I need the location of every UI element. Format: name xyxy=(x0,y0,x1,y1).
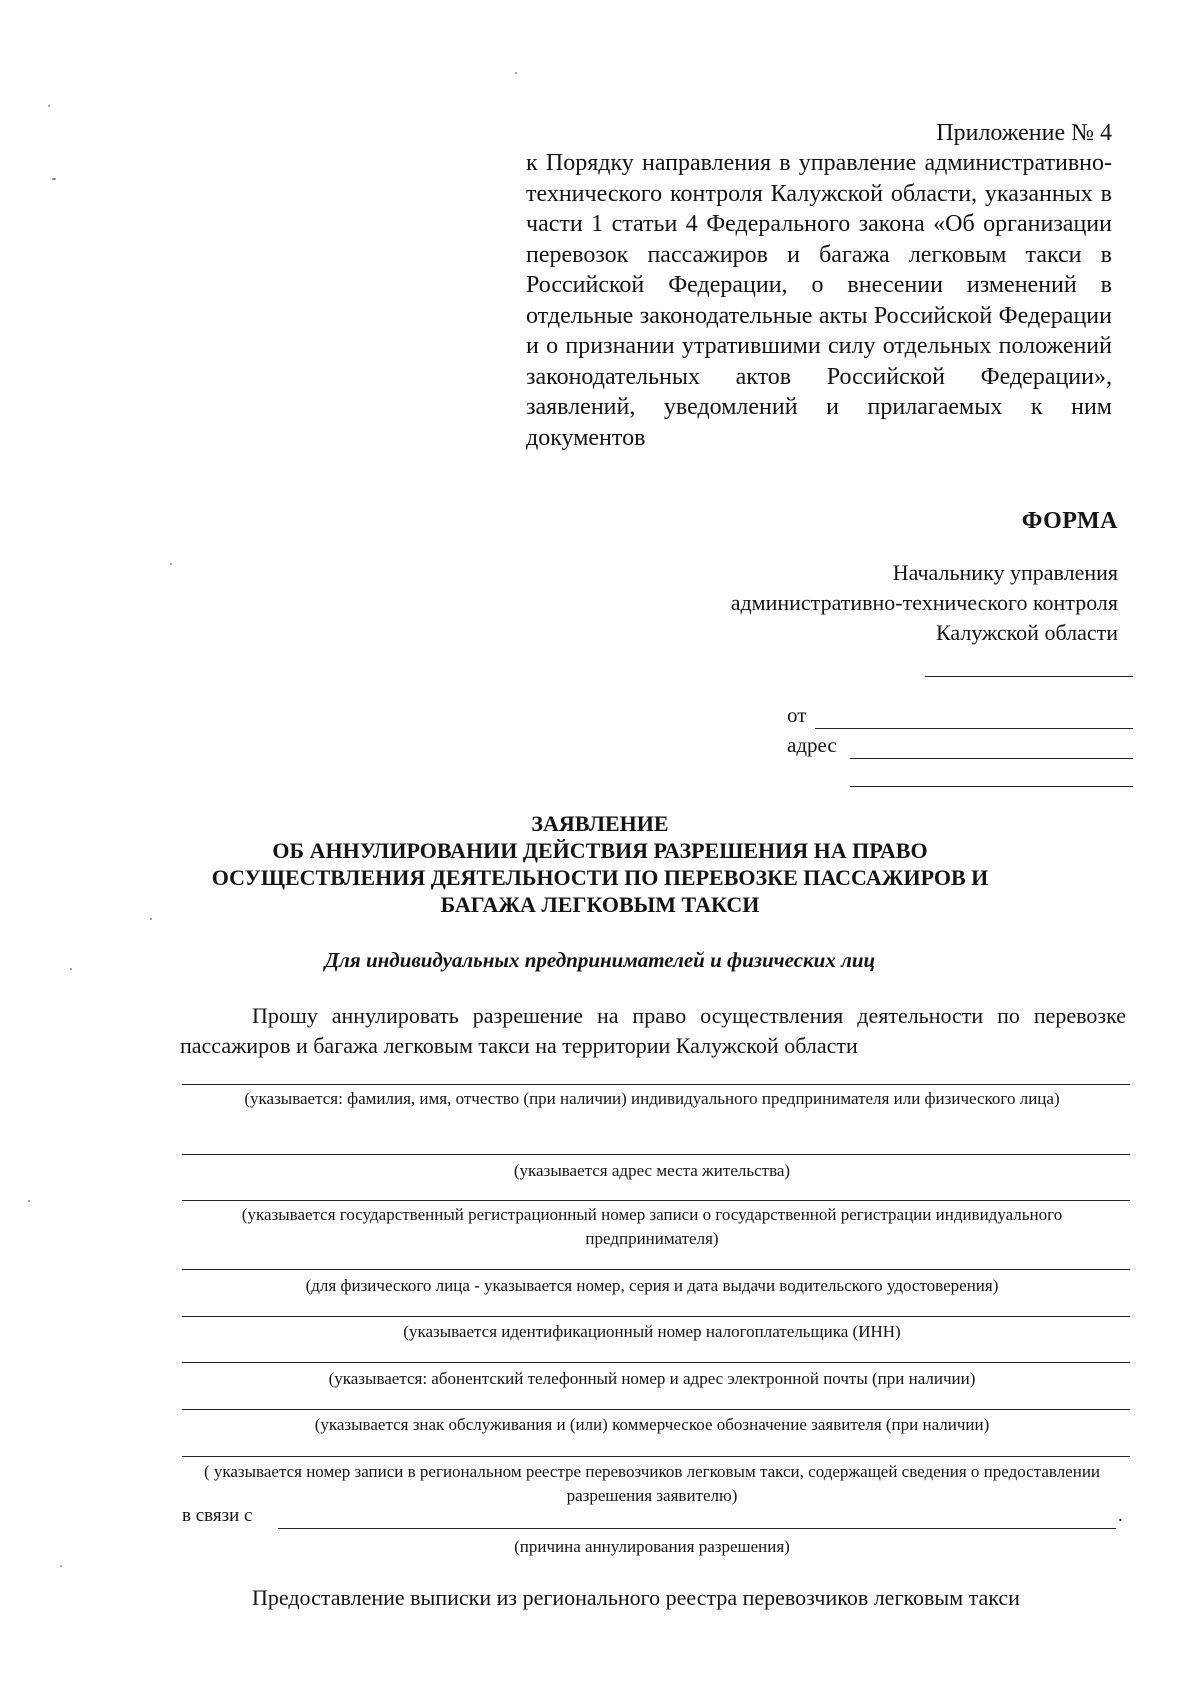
contacts-caption: (указывается: абонентский телефонный номер и адрес электронной почты (при наличии) xyxy=(328,1369,976,1388)
registry-record-field[interactable] xyxy=(182,1456,1130,1457)
applicant-name-caption: (указывается: фамилия, имя, отчество (при наличии) индивидуального предпринимателя или физического лица) xyxy=(244,1089,1060,1108)
addressee-block xyxy=(731,558,1118,648)
scan-speck xyxy=(60,1565,62,1567)
title-line: ЗАЯВЛЕНИЕ xyxy=(531,811,669,836)
residence-address-caption: (указывается адрес места жительства) xyxy=(513,1161,791,1180)
scan-speck xyxy=(170,563,172,565)
scan-speck xyxy=(28,1200,30,1202)
extract-paragraph: Предоставление выписки из регионального реестра перевозчиков легковым такси xyxy=(252,1585,1020,1610)
title-line: ОБ АННУЛИРОВАНИИ ДЕЙСТВИЯ РАЗРЕШЕНИЯ НА ПРАВО xyxy=(272,838,928,863)
registration-number-field[interactable] xyxy=(182,1200,1130,1201)
request-text: Прошу аннулировать разрешение на право осуществления деятельности по перевозке пассажиров и багажа легковым такси на территории Калужской области xyxy=(180,1003,1126,1058)
document-title xyxy=(150,810,1050,918)
from-label: от xyxy=(787,703,807,727)
applicant-name-field[interactable] xyxy=(182,1084,1130,1085)
form-label: ФОРМА xyxy=(1021,508,1118,534)
registry-record-caption: ( указывается номер записи в региональном реестре перевозчиков легковым такси, содержащей сведения о предоставлении разрешения заявителю) xyxy=(203,1462,1101,1505)
residence-address-field[interactable] xyxy=(182,1154,1130,1155)
contacts-field[interactable] xyxy=(182,1362,1130,1363)
scan-speck xyxy=(52,178,56,180)
inn-field[interactable] xyxy=(182,1316,1130,1317)
scan-speck xyxy=(48,105,50,107)
service-mark-caption: (указывается знак обслуживания и (или) коммерческое обозначение заявителя (при наличии) xyxy=(314,1415,990,1434)
addressee-line: административно-технического контроля xyxy=(730,590,1118,615)
appendix-number: Приложение № 4 xyxy=(936,120,1112,146)
inn-caption: (указывается идентификационный номер налогоплательщика (ИНН) xyxy=(403,1322,901,1341)
applicant-type-subtitle: Для индивидуальных предпринимателей и физических лиц xyxy=(324,948,876,972)
address-field[interactable] xyxy=(850,758,1133,759)
appendix-reference: к Порядку направления в управление административно-технического контроля Калужской области, указанных в части 1 статьи 4 Федерального закона «Об организации перевозок пассажиров и багажа легковым такси в Российской Федерации, о внесении изменений в отдельные законодательные акты Российской Федерации и о признании утратившими силу отдельных положений законодательных актов Российской Федерации», заявлений, уведомлений и прилагаемых к ним документов xyxy=(526,150,1112,451)
driver-license-field[interactable] xyxy=(182,1269,1130,1270)
request-paragraph xyxy=(180,1001,1126,1061)
driver-license-caption: (для физического лица - указывается номер, серия и дата выдачи водительского удостоверения) xyxy=(305,1276,999,1295)
from-field[interactable] xyxy=(815,728,1133,729)
reason-caption: (причина аннулирования разрешения) xyxy=(514,1537,790,1556)
reason-period: . xyxy=(1118,1505,1123,1526)
addressee-line: Калужской области xyxy=(936,620,1118,645)
scan-speck xyxy=(70,968,72,970)
title-line: БАГАЖА ЛЕГКОВЫМ ТАКСИ xyxy=(440,892,760,917)
service-mark-field[interactable] xyxy=(182,1409,1130,1410)
address-field-line-2[interactable] xyxy=(850,786,1133,787)
reason-label: в связи с xyxy=(182,1505,253,1526)
addressee-blank-line[interactable] xyxy=(925,676,1133,677)
address-label: адрес xyxy=(787,733,837,757)
reason-field[interactable] xyxy=(278,1528,1116,1529)
title-line: ОСУЩЕСТВЛЕНИЯ ДЕЯТЕЛЬНОСТИ ПО ПЕРЕВОЗКЕ ПАССАЖИРОВ И xyxy=(211,865,989,890)
scan-speck xyxy=(150,918,152,920)
scan-speck xyxy=(515,72,517,74)
registration-number-caption: (указывается государственный регистрационный номер записи о государственной регистрации индивидуального предпринимателя) xyxy=(241,1205,1063,1248)
addressee-line: Начальнику управления xyxy=(892,560,1118,585)
